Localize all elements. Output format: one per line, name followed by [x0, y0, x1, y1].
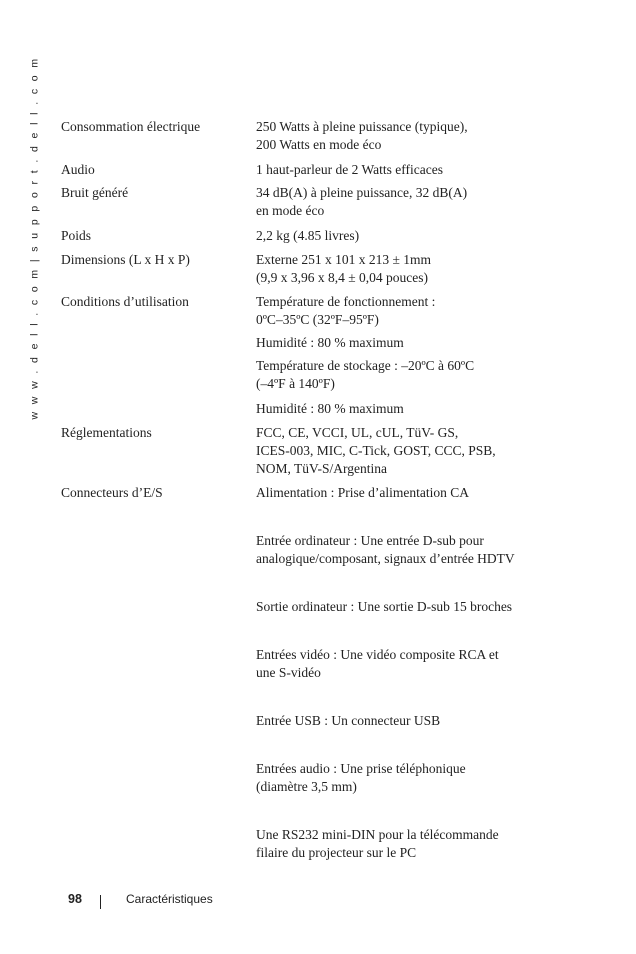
- spec-value-line: en mode éco: [256, 203, 325, 218]
- spec-value: [256, 484, 556, 502]
- spec-value-line: (–4ºF à 140ºF): [256, 376, 335, 391]
- spec-value-line: 1 haut-parleur de 2 Watts efficaces: [256, 162, 443, 177]
- spec-label: Bruit généré: [61, 185, 129, 200]
- spec-value-line: une S-vidéo: [256, 665, 321, 680]
- spec-value-line: Humidité : 80 % maximum: [256, 335, 404, 350]
- spec-value: [256, 424, 556, 478]
- spec-label: Dimensions (L x H x P): [61, 252, 190, 267]
- spec-value: [256, 334, 556, 352]
- spec-label: Connecteurs d’E/S: [61, 485, 163, 500]
- spec-value-line: Entrée USB : Un connecteur USB: [256, 713, 441, 728]
- spec-value-line: Entrées vidéo : Une vidéo composite RCA et: [256, 647, 499, 662]
- spec-label: Conditions d’utilisation: [61, 294, 189, 309]
- spec-label: Réglementations: [61, 425, 152, 440]
- spec-value: [256, 161, 556, 179]
- spec-value-line: FCC, CE, VCCI, UL, cUL, TüV- GS,: [256, 425, 459, 440]
- spec-value-line: 0ºC–35ºC (32ºF–95ºF): [256, 312, 379, 327]
- spec-value-line: Humidité : 80 % maximum: [256, 401, 404, 416]
- spec-value: [256, 532, 556, 568]
- spec-value-line: analogique/composant, signaux d’entrée HDTV: [256, 551, 515, 566]
- spec-value-line: NOM, TüV-S/Argentina: [256, 461, 388, 476]
- spec-value-line: Température de stockage : –20ºC à 60ºC: [256, 358, 475, 373]
- spec-label: Audio: [61, 162, 95, 177]
- spec-value-line: Sortie ordinateur : Une sortie D-sub 15 broches: [256, 599, 513, 614]
- sidebar-url: [27, 56, 41, 420]
- spec-value: [256, 598, 556, 616]
- spec-value-line: (diamètre 3,5 mm): [256, 779, 357, 794]
- spec-value: [256, 293, 556, 329]
- spec-value-line: (9,9 x 3,96 x 8,4 ± 0,04 pouces): [256, 270, 429, 285]
- spec-value-line: filaire du projecteur sur le PC: [256, 845, 417, 860]
- page-number: 98: [68, 892, 82, 906]
- spec-value-line: 34 dB(A) à pleine puissance, 32 dB(A): [256, 185, 468, 200]
- spec-value: [256, 400, 556, 418]
- spec-value-line: 250 Watts à pleine puissance (typique),: [256, 119, 468, 134]
- sidebar-url-text: w w w . d e l l . c o m | s u p p o r t . d e l l . c o m: [28, 56, 41, 420]
- spec-value-line: ICES-003, MIC, C-Tick, GOST, CCC, PSB,: [256, 443, 496, 458]
- spec-value: [256, 760, 556, 796]
- spec-value-line: 200 Watts en mode éco: [256, 137, 382, 152]
- spec-value: [256, 118, 556, 154]
- spec-value: [256, 646, 556, 682]
- spec-value-line: Entrée ordinateur : Une entrée D-sub pour: [256, 533, 484, 548]
- spec-value-line: Entrées audio : Une prise téléphonique: [256, 761, 466, 776]
- spec-label: Poids: [61, 228, 92, 243]
- spec-value: [256, 712, 556, 730]
- section-title: Caractéristiques: [126, 892, 213, 906]
- spec-value: [256, 251, 556, 287]
- spec-value: [256, 227, 556, 245]
- spec-value-line: Externe 251 x 101 x 213 ± 1mm: [256, 252, 432, 267]
- spec-value: [256, 357, 556, 393]
- spec-value-line: 2,2 kg (4.85 livres): [256, 228, 360, 243]
- spec-value: [256, 184, 556, 220]
- spec-value-line: Alimentation : Prise d’alimentation CA: [256, 485, 469, 500]
- spec-value-line: Température de fonctionnement :: [256, 294, 436, 309]
- spec-value-line: Une RS232 mini-DIN pour la télécommande: [256, 827, 499, 842]
- spec-value: [256, 826, 556, 862]
- footer-divider: [100, 895, 101, 909]
- spec-label: Consommation électrique: [61, 119, 201, 134]
